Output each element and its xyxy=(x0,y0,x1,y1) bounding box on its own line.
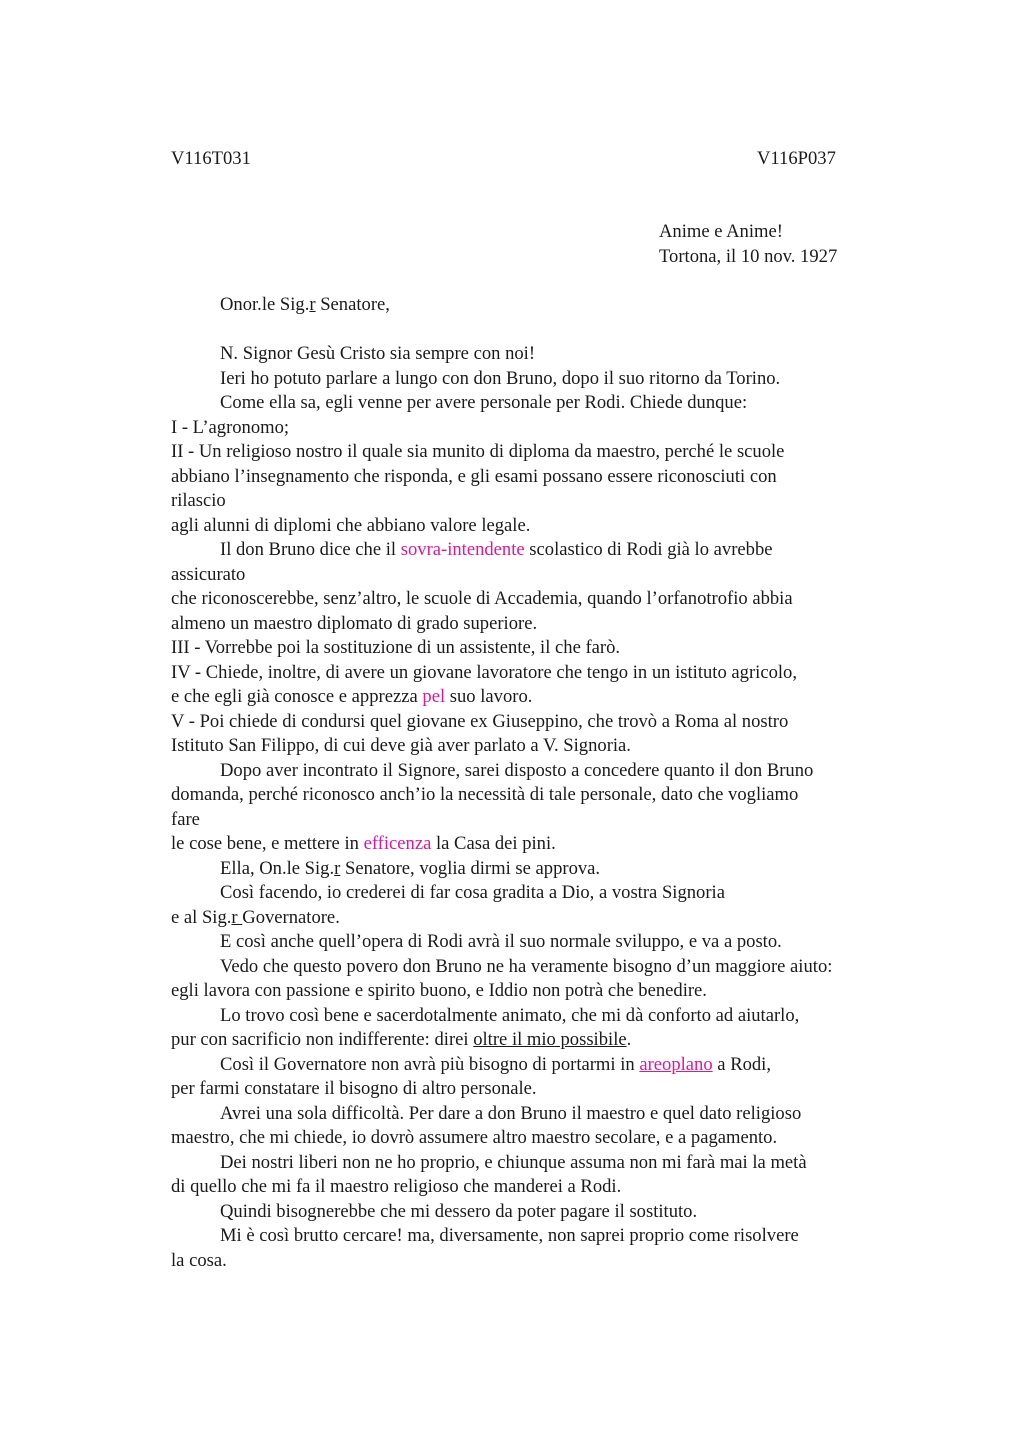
abbrev-superscript: r xyxy=(334,857,341,879)
text-line: N. Signor Gesù Cristo sia sempre con noi! xyxy=(220,343,536,364)
document-code-right: V116P037 xyxy=(757,148,836,169)
text-line: fare xyxy=(171,808,200,830)
abbrev-superscript: r xyxy=(309,294,316,315)
highlighted-word: pel xyxy=(422,686,446,707)
text-line: Istituto San Filippo, di cui deve già aver parlato a V. Signoria. xyxy=(171,735,631,756)
text-line: per farmi constatare il bisogno di altro personale. xyxy=(171,1078,537,1099)
text-line: assicurato xyxy=(171,563,246,585)
text-line: e che egli già conosce e apprezza pel suo lavoro. xyxy=(171,686,533,707)
text-line: Mi è così brutto cercare! ma, diversamente, non saprei proprio come risolvere xyxy=(220,1225,799,1246)
text-line: V - Poi chiede di condursi quel giovane ex Giuseppino, che trovò a Roma al nostro xyxy=(171,710,789,732)
text-line: Quindi bisognerebbe che mi dessero da poter pagare il sostituto. xyxy=(220,1200,698,1222)
text-line: Avrei una sola difficoltà. Per dare a don Bruno il maestro e quel dato religioso xyxy=(220,1102,802,1124)
text-line: IV - Chiede, inoltre, di avere un giovane lavoratore che tengo in un istituto agricolo, xyxy=(171,661,797,683)
text-line: Così facendo, io crederei di far cosa gradita a Dio, a vostra Signoria xyxy=(220,882,725,903)
highlighted-word: sovra-intendente xyxy=(400,539,525,560)
letter-heading xyxy=(659,220,837,269)
text-line: Ella, On.le Sig.r Senatore, voglia dirmi se approva. xyxy=(220,857,601,879)
text-line: Così il Governatore non avrà più bisogno di portarmi in areoplano a Rodi, xyxy=(220,1053,772,1075)
text-line: pur con sacrificio non indifferente: direi oltre il mio possibile. xyxy=(171,1029,632,1050)
text-line: almeno un maestro diplomato di grado superiore. xyxy=(171,612,538,634)
text-line: E così anche quell’opera di Rodi avrà il suo normale sviluppo, e va a posto. xyxy=(220,931,782,952)
text-line: Come ella sa, egli venne per avere personale per Rodi. Chiede dunque: xyxy=(220,392,748,413)
text-line: II - Un religioso nostro il quale sia munito di diploma da maestro, perché le scuole xyxy=(171,441,785,462)
place-date: Tortona, il 10 nov. 1927 xyxy=(659,245,838,267)
text-line: Ieri ho potuto parlare a lungo con don Bruno, dopo il suo ritorno da Torino. xyxy=(220,367,781,389)
text-line: egli lavora con passione e spirito buono, e Iddio non potrà che benedire. xyxy=(171,980,707,1001)
text-line: rilascio xyxy=(171,490,226,511)
text-line: agli alunni di diplomi che abbiano valore legale. xyxy=(171,514,531,536)
text-line: III - Vorrebbe poi la sostituzione di un assistente, il che farò. xyxy=(171,637,621,658)
document-code-left: V116T031 xyxy=(171,148,251,169)
highlighted-word: areoplano xyxy=(639,1053,713,1075)
text-line: e al Sig.r Governatore. xyxy=(171,906,340,928)
text-line: Dei nostri liberi non ne ho proprio, e chiunque assuma non mi farà mai la metà xyxy=(220,1151,807,1173)
text-line: I - L’agronomo; xyxy=(171,416,290,438)
letter-body xyxy=(171,342,911,1273)
text-line: Il don Bruno dice che il sovra-intendente scolastico di Rodi già lo avrebbe xyxy=(220,539,773,560)
motto: Anime e Anime! xyxy=(659,221,783,242)
text-line: abbiano l’insegnamento che risponda, e gli esami possano essere riconosciuti con xyxy=(171,465,777,487)
salutation: Onor.le Sig.r Senatore, xyxy=(220,294,390,315)
text-line: domanda, perché riconosco anch’io la necessità di tale personale, dato che vogliamo xyxy=(171,784,799,805)
text-line: la cosa. xyxy=(171,1249,227,1271)
text-line: che riconoscerebbe, senz’altro, le scuole di Accademia, quando l’orfanotrofio abbia xyxy=(171,588,793,609)
text-line: maestro, che mi chiede, io dovrò assumere altro maestro secolare, e a pagamento. xyxy=(171,1127,778,1148)
text-line: Vedo che questo povero don Bruno ne ha veramente bisogno d’un maggiore aiuto: xyxy=(220,955,833,977)
highlighted-word: efficenza xyxy=(363,833,432,854)
text-line: di quello che mi fa il maestro religioso che manderei a Rodi. xyxy=(171,1176,622,1197)
abbrev-superscript: r xyxy=(231,906,243,928)
text-line: Dopo aver incontrato il Signore, sarei disposto a concedere quanto il don Bruno xyxy=(220,759,814,781)
text-line: le cose bene, e mettere in efficenza la Casa dei pini. xyxy=(171,833,556,854)
underlined-phrase: oltre il mio possibile xyxy=(473,1029,627,1050)
text-line: Lo trovo così bene e sacerdotalmente animato, che mi dà conforto ad aiutarlo, xyxy=(220,1004,800,1026)
